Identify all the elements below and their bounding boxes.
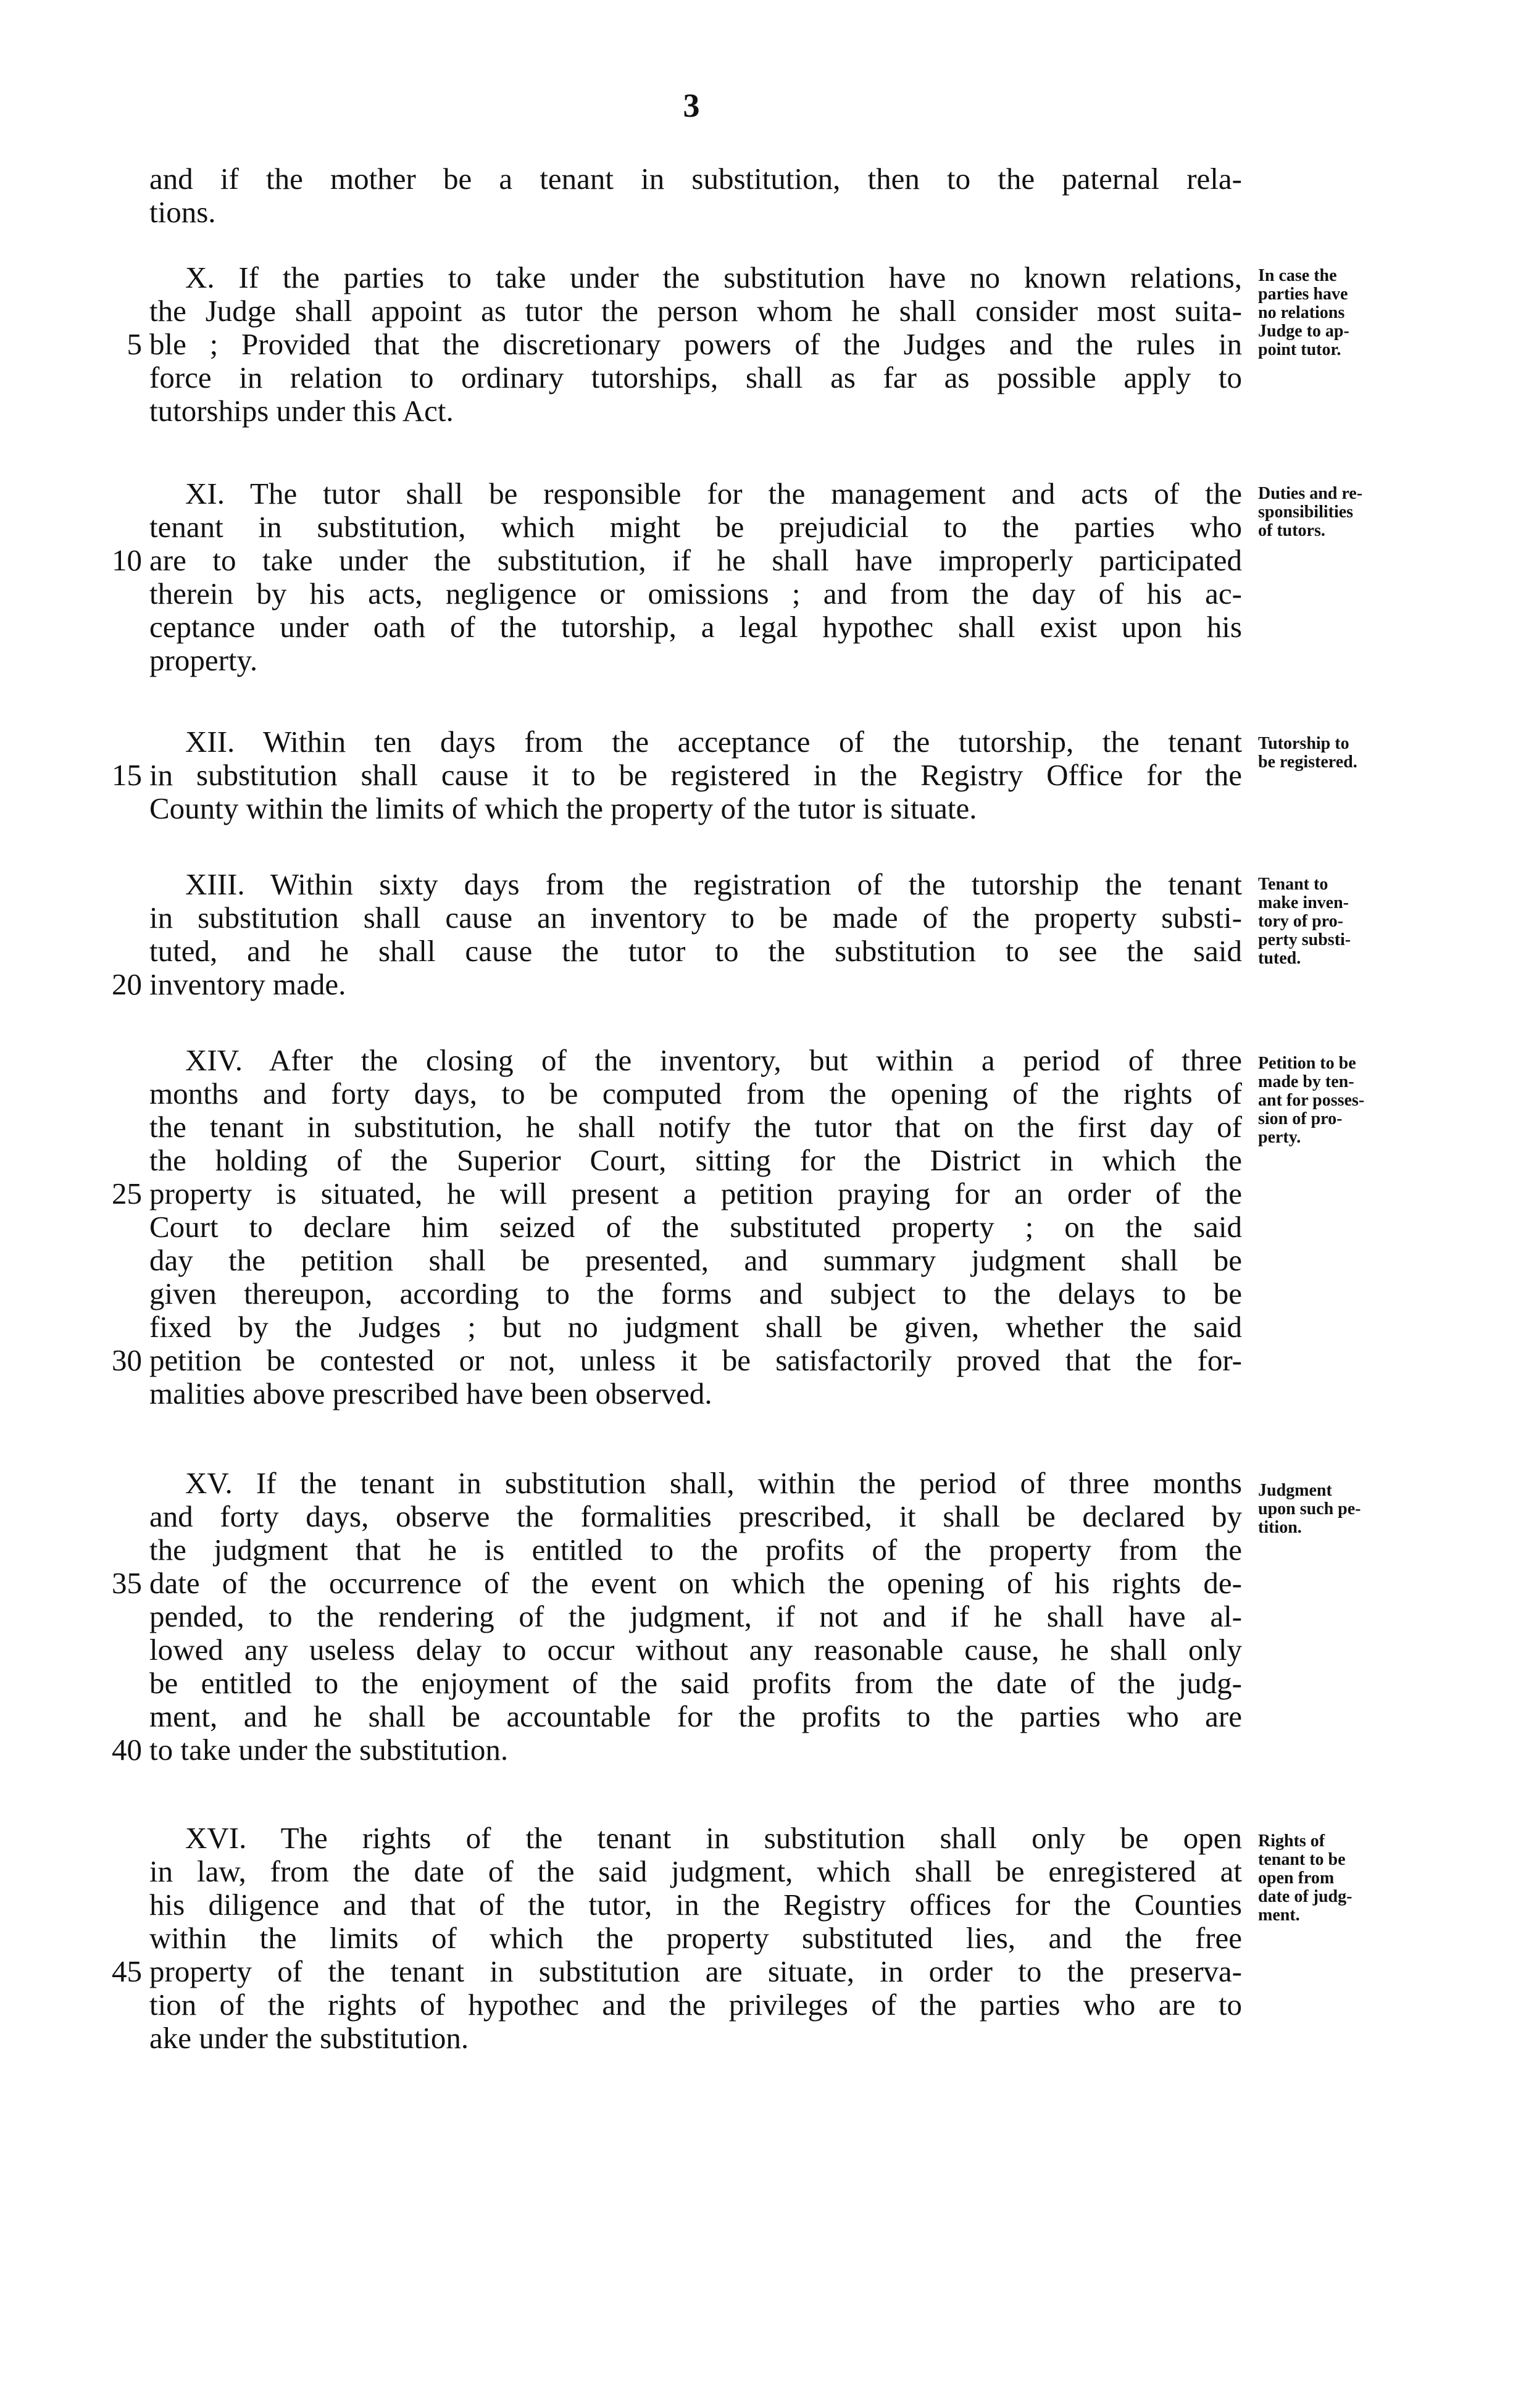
text-line: lowed any useless delay to occur without any reasonable cause, he shall only xyxy=(149,1633,1242,1667)
text-line: day the petition shall be presented, and summary judgment shall be xyxy=(149,1243,1242,1277)
text-line: tenant in substitution, which might be prejudicial to the parties who xyxy=(149,510,1242,544)
text-line: the tenant in substitution, he shall notify the tutor that on the first day of xyxy=(149,1110,1242,1144)
text-line: XVI. The rights of the tenant in substitution shall only be open xyxy=(185,1821,1242,1855)
text-line: property of the tenant in substitution are situate, in order to the preserva- xyxy=(149,1954,1242,1988)
margin-note: In case the parties have no relations Judge to ap- point tutor. xyxy=(1258,266,1349,359)
line-number: 30 xyxy=(112,1343,142,1377)
margin-note: Duties and re- sponsibilities of tutors. xyxy=(1258,484,1363,540)
line-number: 35 xyxy=(112,1566,142,1600)
text-line: X. If the parties to take under the substitution have no known relations, xyxy=(185,260,1242,294)
text-line: ment, and he shall be accountable for the profits to the parties who are xyxy=(149,1699,1242,1733)
text-line: ble ; Provided that the discretionary powers of the Judges and the rules in xyxy=(149,327,1242,361)
text-line: XIII. Within sixty days from the registration of the tutorship the tenant xyxy=(185,867,1242,901)
line-number: 10 xyxy=(112,543,142,577)
text-line: date of the occurrence of the event on which the opening of his rights de- xyxy=(149,1566,1242,1600)
text-line: property. xyxy=(149,643,258,677)
text-line: XV. If the tenant in substitution shall, within the period of three months xyxy=(185,1466,1242,1500)
text-line: inventory made. xyxy=(149,967,346,1001)
margin-note: Rights of tenant to be open from date of judg- ment. xyxy=(1258,1831,1353,1925)
text-line: in substitution shall cause it to be registered in the Registry Office for the xyxy=(149,758,1242,792)
text-line: malities above prescribed have been observed. xyxy=(149,1377,712,1410)
text-line: the holding of the Superior Court, sitting for the District in which the xyxy=(149,1143,1242,1177)
margin-note: Tutorship to be registered. xyxy=(1258,734,1357,772)
text-line: County within the limits of which the property of the tutor is situate. xyxy=(149,791,977,825)
text-line: to take under the substitution. xyxy=(149,1733,509,1767)
text-line: tutorships under this Act. xyxy=(149,394,454,428)
line-number: 15 xyxy=(112,758,142,792)
text-line: XI. The tutor shall be responsible for the management and acts of the xyxy=(185,477,1242,510)
line-number: 20 xyxy=(112,967,142,1001)
line-number: 25 xyxy=(112,1177,142,1210)
text-line: the judgment that he is entitled to the profits of the property from the xyxy=(149,1533,1242,1567)
text-line: tion of the rights of hypothec and the privileges of the parties who are to xyxy=(149,1988,1242,2022)
margin-note: Judgment upon such pe- tition. xyxy=(1258,1481,1361,1537)
page-number: 3 xyxy=(683,87,700,124)
text-line: fixed by the Judges ; but no judgment shall be given, whether the said xyxy=(149,1310,1242,1344)
margin-note: Petition to be made by ten- ant for posses- sion of pro- perty. xyxy=(1258,1054,1365,1147)
text-line: months and forty days, to be computed from the opening of the rights of xyxy=(149,1077,1242,1110)
text-line: pended, to the rendering of the judgment, if not and if he shall have al- xyxy=(149,1599,1242,1633)
text-line: ake under the substitution. xyxy=(149,2021,469,2055)
text-line: his diligence and that of the tutor, in the Registry offices for the Counties xyxy=(149,1888,1242,1922)
text-line: petition be contested or not, unless it be satisfactorily proved that the for- xyxy=(149,1343,1242,1377)
line-number: 40 xyxy=(112,1733,142,1767)
text-line: are to take under the substitution, if he shall have improperly participated xyxy=(149,543,1242,577)
text-line: XIV. After the closing of the inventory, but within a period of three xyxy=(185,1043,1242,1077)
text-line: given thereupon, according to the forms and subject to the delays to be xyxy=(149,1277,1242,1310)
margin-note: Tenant to make inven- tory of pro- perty substi- tuted. xyxy=(1258,875,1351,968)
text-line: the Judge shall appoint as tutor the person whom he shall consider most suita- xyxy=(149,294,1242,328)
text-line: ceptance under oath of the tutorship, a legal hypothec shall exist upon his xyxy=(149,610,1242,644)
text-line: in law, from the date of the said judgment, which shall be enregistered at xyxy=(149,1854,1242,1888)
text-line: tuted, and he shall cause the tutor to the substitution to see the said xyxy=(149,934,1242,968)
text-line: in substitution shall cause an inventory to be made of the property substi- xyxy=(149,901,1242,935)
text-line: XII. Within ten days from the acceptance of the tutorship, the tenant xyxy=(185,725,1242,759)
text-line: Court to declare him seized of the substituted property ; on the said xyxy=(149,1210,1242,1244)
line-number: 45 xyxy=(112,1954,142,1988)
text-line: within the limits of which the property substituted lies, and the free xyxy=(149,1921,1242,1955)
text-line: be entitled to the enjoyment of the said profits from the date of the judg- xyxy=(149,1666,1242,1700)
text-line: and if the mother be a tenant in substitution, then to the paternal rela- xyxy=(149,162,1242,196)
text-line: property is situated, he will present a petition praying for an order of the xyxy=(149,1177,1242,1210)
line-number: 5 xyxy=(127,327,142,361)
text-line: tions. xyxy=(149,195,216,229)
text-line: and forty days, observe the formalities prescribed, it shall be declared by xyxy=(149,1499,1242,1533)
text-line: therein by his acts, negligence or omissions ; and from the day of his ac- xyxy=(149,577,1242,610)
text-line: force in relation to ordinary tutorships, shall as far as possible apply to xyxy=(149,360,1242,394)
